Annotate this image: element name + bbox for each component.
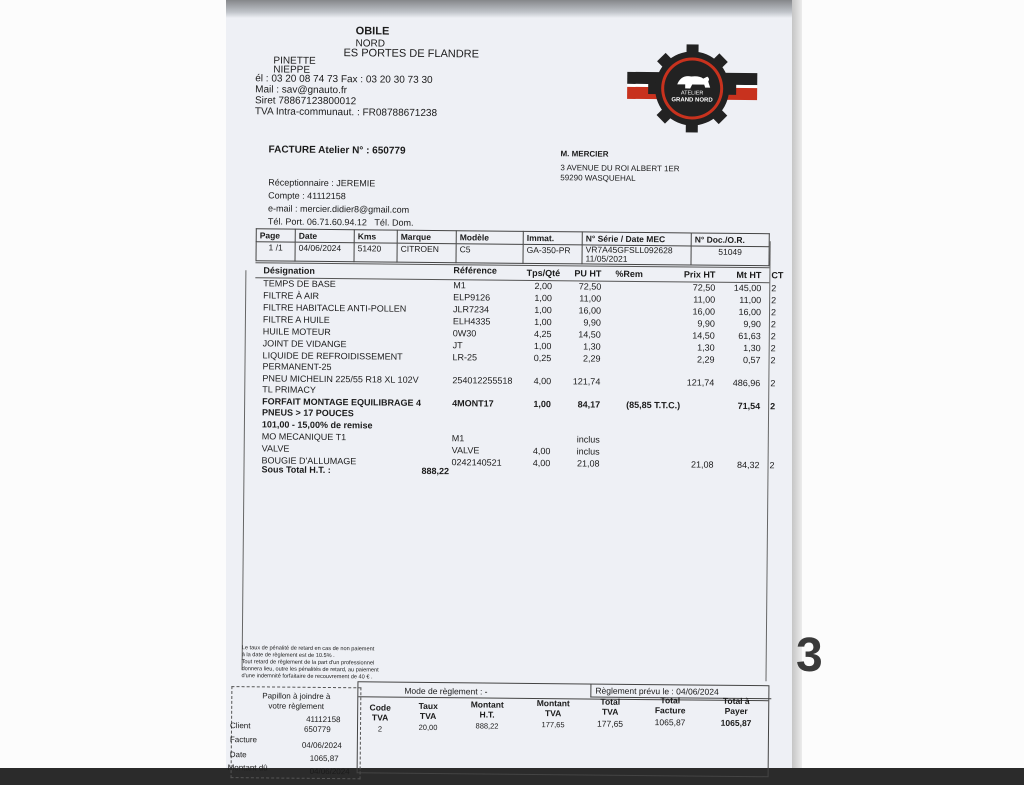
- line-d: [263, 338, 347, 350]
- line-px: 16,00: [667, 306, 715, 316]
- line-ref: 0242140521: [452, 457, 502, 467]
- slip-facture: 650779: [304, 725, 331, 734]
- line-designation: MO MECANIQUE T1: [262, 431, 346, 443]
- line-ref: VALVE: [452, 445, 480, 455]
- line-ct: 2: [771, 307, 781, 317]
- line-ref: LR-25: [453, 352, 478, 362]
- col-pu: PU HT: [571, 268, 601, 278]
- lines-body: [254, 278, 770, 472]
- totals-mht-header: [462, 699, 512, 719]
- line-designation: FILTRE HABITACLE ANTI-POLLEN: [263, 302, 406, 314]
- company-address-2: ES PORTES DE FLANDRE: [343, 48, 479, 60]
- value-modele: C5: [456, 244, 523, 264]
- line-pu: inclus: [570, 446, 600, 456]
- legal-line: d'une indemnité forfaitaire de recouvrement de 40 € .: [241, 673, 378, 681]
- slip-title: [256, 691, 336, 712]
- line-d: [263, 314, 330, 326]
- line-mt: 11,00: [725, 295, 761, 305]
- col-ct: CT: [771, 270, 781, 280]
- col-reference: Référence: [453, 265, 497, 275]
- tel-dom: Tél. Dom.: [374, 217, 413, 227]
- line-d: [262, 443, 290, 454]
- line-ref: ELH4335: [453, 316, 491, 326]
- line-pu: 2,29: [571, 353, 601, 363]
- line-mt: 486,96: [724, 378, 760, 388]
- line-ct: 2: [771, 355, 781, 365]
- line-ct: 2: [770, 401, 780, 411]
- vehicle-header-table: [255, 228, 769, 266]
- line-ref: 4MONT17: [452, 398, 494, 408]
- col-rem: %Rem: [615, 269, 643, 279]
- line-rem: (85,85 T.T.C.): [626, 400, 680, 411]
- background-digit: 3: [796, 628, 823, 683]
- line-d: [263, 290, 319, 302]
- payment-slip: [231, 686, 362, 779]
- line-ref: M1: [452, 433, 465, 443]
- client-name: M. MERCIER: [560, 149, 679, 160]
- line-pu: 14,50: [571, 329, 601, 339]
- invoice-lines: [254, 262, 770, 472]
- line-designation: HUILE MOTEUR: [263, 326, 331, 338]
- invoice-number: 650779: [372, 145, 405, 156]
- client-city: 59290 WASQUEHAL: [560, 173, 679, 184]
- slip-client: 41112158: [306, 715, 340, 724]
- line-pu: 21,08: [570, 458, 600, 468]
- line-mt: 84,32: [724, 460, 760, 470]
- legal-line: Tout retard de règlement de la part d'un professionnel: [242, 659, 379, 667]
- totals-box: [357, 681, 770, 777]
- legal-line: donnera lieu, outre les pénalités de retard, au paiement: [242, 666, 379, 674]
- line-designation: VALVE: [262, 443, 290, 454]
- line-ct: 2: [771, 331, 781, 341]
- receptionist: Réceptionnaire : JEREMIE: [268, 176, 414, 190]
- line-ref: 254012255518: [452, 375, 512, 386]
- line-d: [263, 278, 336, 290]
- line-qty: 1,00: [523, 341, 563, 351]
- company-tva: TVA Intra-communaut. : FR08788671238: [255, 106, 437, 119]
- tfac-l1: Total: [644, 695, 696, 705]
- line-designation: LIQUIDE DE REFROIDISSEMENT: [263, 350, 403, 362]
- payment-mode: Mode de règlement : -: [404, 686, 487, 697]
- slip-extra: 04/06/2024: [310, 767, 350, 776]
- line-d: [263, 326, 331, 338]
- line-qty: 1,00: [522, 399, 562, 409]
- line-ref: M1: [453, 280, 466, 290]
- tpay-l1: Total à: [710, 696, 762, 706]
- ttva-l1: Total: [588, 697, 632, 707]
- line-qty: 4,00: [522, 458, 562, 468]
- totals-code-tva: 2: [362, 724, 398, 733]
- company-siret: Siret 78867123800012: [255, 95, 356, 107]
- col-mt: Mt HT: [725, 270, 761, 280]
- line-d: [262, 373, 418, 396]
- invoice-info: [268, 176, 414, 229]
- totals-tfac-header: [644, 695, 696, 715]
- line-px: 14,50: [667, 330, 715, 340]
- tel-port: Tél. Port. 06.71.60.94.12: [268, 216, 367, 227]
- label-page: Page: [256, 229, 295, 242]
- totals-mtva-header: [528, 698, 578, 718]
- tpay-l2: Payer: [710, 706, 762, 716]
- col-qty: Tps/Qté: [523, 268, 563, 278]
- ttva-l2: TVA: [588, 707, 632, 717]
- totals-tpay: 1065,87: [710, 718, 762, 728]
- line-qty: 4,00: [522, 446, 562, 456]
- line-mt: 61,63: [725, 331, 761, 341]
- line-pu: 84,17: [570, 399, 600, 409]
- value-date: 04/06/2024: [295, 242, 354, 262]
- value-serie: [582, 245, 691, 265]
- line-d: [262, 396, 421, 420]
- invoice-sheet: [219, 0, 792, 785]
- value-immat: GA-350-PR: [523, 244, 582, 264]
- background-left: [0, 0, 226, 768]
- line-ref: ELP9126: [453, 292, 490, 302]
- company-city: NIEPPE: [273, 64, 310, 75]
- company-phone: él : 03 20 08 74 73 Fax : 03 20 30 73 30: [255, 73, 432, 86]
- line-qty: 2,00: [523, 281, 563, 291]
- code-tva-l2: TVA: [362, 712, 398, 722]
- legal-line: à la date de règlement est de 10.5% .: [242, 652, 379, 660]
- background-right: [790, 0, 1024, 768]
- slip-montant: 1065,87: [310, 754, 339, 763]
- mht-l2: H.T.: [462, 709, 512, 719]
- line-d: [262, 419, 373, 431]
- label-marque: Marque: [397, 230, 456, 244]
- line-mt: 16,00: [725, 307, 761, 317]
- client-address: 3 AVENUE DU ROI ALBERT 1ER: [560, 163, 679, 174]
- company-address-1: NORD: [356, 38, 386, 49]
- value-vin: VR7A45GFSLL092628: [586, 245, 688, 255]
- line-pu: 16,00: [571, 305, 601, 315]
- totals-taux: 20,00: [410, 723, 446, 732]
- line-pu: 11,00: [571, 293, 601, 303]
- line-pu: inclus: [570, 434, 600, 444]
- line-ct: 2: [771, 283, 781, 293]
- legal-line: Le taux de pénalité de retard en cas de non paiement: [242, 645, 379, 653]
- value-doc: 51049: [691, 246, 769, 266]
- legal-notice: [241, 645, 378, 681]
- line-designation: BOUGIE D'ALLUMAGE: [262, 455, 357, 467]
- subtotal-label: Sous Total H.T. :: [261, 464, 330, 475]
- tfac-l2: Facture: [644, 705, 696, 715]
- line-ct: 2: [771, 295, 781, 305]
- line-pu: 1,30: [571, 341, 601, 351]
- company-name: OBILE: [356, 25, 390, 37]
- line-qty: 1,00: [523, 293, 563, 303]
- line-d: [263, 302, 406, 314]
- label-modele: Modèle: [456, 231, 523, 245]
- line-designation-2: PERMANENT-25: [262, 361, 402, 373]
- line-qty: 1,00: [523, 305, 563, 315]
- line-designation: FORFAIT MONTAGE EQUILIBRAGE 4: [262, 396, 421, 409]
- line-designation-2: TL PRIMACY: [262, 384, 418, 396]
- company-address-3: PINETTE: [273, 55, 315, 66]
- line-ct: 2: [771, 343, 781, 353]
- line-px: 72,50: [667, 282, 715, 292]
- slip-title-2: votre règlement: [256, 701, 336, 712]
- taux-l1: Taux: [410, 701, 446, 711]
- frame-left-line: [242, 270, 247, 670]
- slip-client-label: Client: [230, 721, 251, 730]
- value-marque: CITROEN: [397, 243, 456, 263]
- line-ref: JLR7234: [453, 304, 489, 314]
- slip-date-label: Date: [230, 750, 247, 759]
- client-block: [560, 149, 679, 184]
- value-mec: 11/05/2021: [585, 254, 687, 264]
- invoice-paper: [226, 0, 792, 768]
- logo-line-1: ATELIER: [681, 90, 704, 96]
- line-mt: 145,00: [725, 283, 761, 293]
- mtva-l2: TVA: [528, 708, 578, 718]
- mht-l1: Montant: [462, 699, 512, 709]
- line-mt: 9,90: [725, 319, 761, 329]
- line-qty: 1,00: [523, 317, 563, 327]
- line-designation: JOINT DE VIDANGE: [263, 338, 347, 350]
- slip-date: 04/06/2024: [302, 741, 342, 750]
- totals-ttva: 177,65: [588, 719, 632, 729]
- line-designation: FILTRE À AIR: [263, 290, 319, 302]
- client-email: e-mail : mercier.didier8@gmail.com: [268, 202, 414, 216]
- line-ct: 2: [771, 319, 781, 329]
- value-kms: 51420: [354, 243, 397, 262]
- value-page: 1 /1: [256, 242, 295, 261]
- col-designation: Désignation: [263, 265, 315, 276]
- code-tva-l1: Code: [362, 702, 398, 712]
- totals-tpay-header: [710, 696, 762, 716]
- line-qty: 0,25: [523, 353, 563, 363]
- label-serie: N° Série / Date MEC: [582, 232, 691, 246]
- line-designation-2: PNEUS > 17 POUCES: [262, 407, 421, 420]
- totals-code-tva-header: [362, 702, 398, 722]
- subtotal-value: 888,22: [421, 466, 449, 476]
- invoice-title: [269, 144, 406, 156]
- line-px: 121,74: [666, 377, 714, 387]
- line-px: 9,90: [667, 318, 715, 328]
- line-mt: 0,57: [725, 355, 761, 365]
- line-mt: 71,54: [724, 401, 760, 411]
- line-ref: JT: [453, 340, 463, 350]
- line-d: [262, 350, 402, 373]
- invoice-title-label: FACTURE Atelier N° :: [269, 144, 370, 156]
- line-px: 21,08: [666, 459, 714, 469]
- slip-montant-label: Montant dû: [228, 763, 268, 772]
- line-pu: 121,74: [570, 376, 600, 386]
- line-designation: TEMPS DE BASE: [263, 278, 336, 290]
- col-prix: Prix HT: [667, 269, 715, 279]
- company-mail: Mail : sav@gnauto.fr: [255, 84, 347, 96]
- line-px: 11,00: [667, 294, 715, 304]
- line-designation: FILTRE A HUILE: [263, 314, 330, 326]
- label-immat: Immat.: [523, 231, 582, 245]
- totals-taux-header: [410, 701, 446, 721]
- line-ct: 2: [770, 460, 780, 470]
- line-mt: 1,30: [725, 343, 761, 353]
- line-qty: 4,00: [522, 376, 562, 386]
- totals-tfac: 1065,87: [644, 717, 696, 727]
- line-qty: 4,25: [523, 329, 563, 339]
- mtva-l1: Montant: [528, 698, 578, 708]
- line-ref: 0W30: [453, 328, 477, 338]
- slip-facture-label: Facture: [230, 735, 257, 744]
- line-designation: 101,00 - 15,00% de remise: [262, 419, 373, 431]
- atelier-grand-nord-logo: [627, 44, 758, 135]
- subtotal: [261, 464, 330, 475]
- slip-title-1: Papillon à joindre à: [256, 691, 336, 702]
- taux-l2: TVA: [410, 711, 446, 721]
- label-doc: N° Doc./O.R.: [691, 233, 769, 247]
- account: Compte : 41112158: [268, 189, 414, 203]
- totals-mtva: 177,65: [528, 720, 578, 729]
- logo-line-2: GRAND NORD: [671, 97, 713, 103]
- totals-ttva-header: [588, 697, 632, 717]
- line-designation: PNEU MICHELIN 225/55 R18 XL 102V: [262, 373, 418, 385]
- label-kms: Kms: [354, 230, 397, 243]
- payment-due: Règlement prévu le : 04/06/2024: [590, 685, 771, 700]
- line-pu: 9,90: [571, 317, 601, 327]
- label-date: Date: [295, 229, 354, 243]
- line-px: 2,29: [667, 354, 715, 364]
- line-pu: 72,50: [571, 281, 601, 291]
- line-ct: 2: [770, 378, 780, 388]
- line-d: [262, 431, 346, 443]
- totals-mht: 888,22: [462, 721, 512, 730]
- line-px: 1,30: [667, 342, 715, 352]
